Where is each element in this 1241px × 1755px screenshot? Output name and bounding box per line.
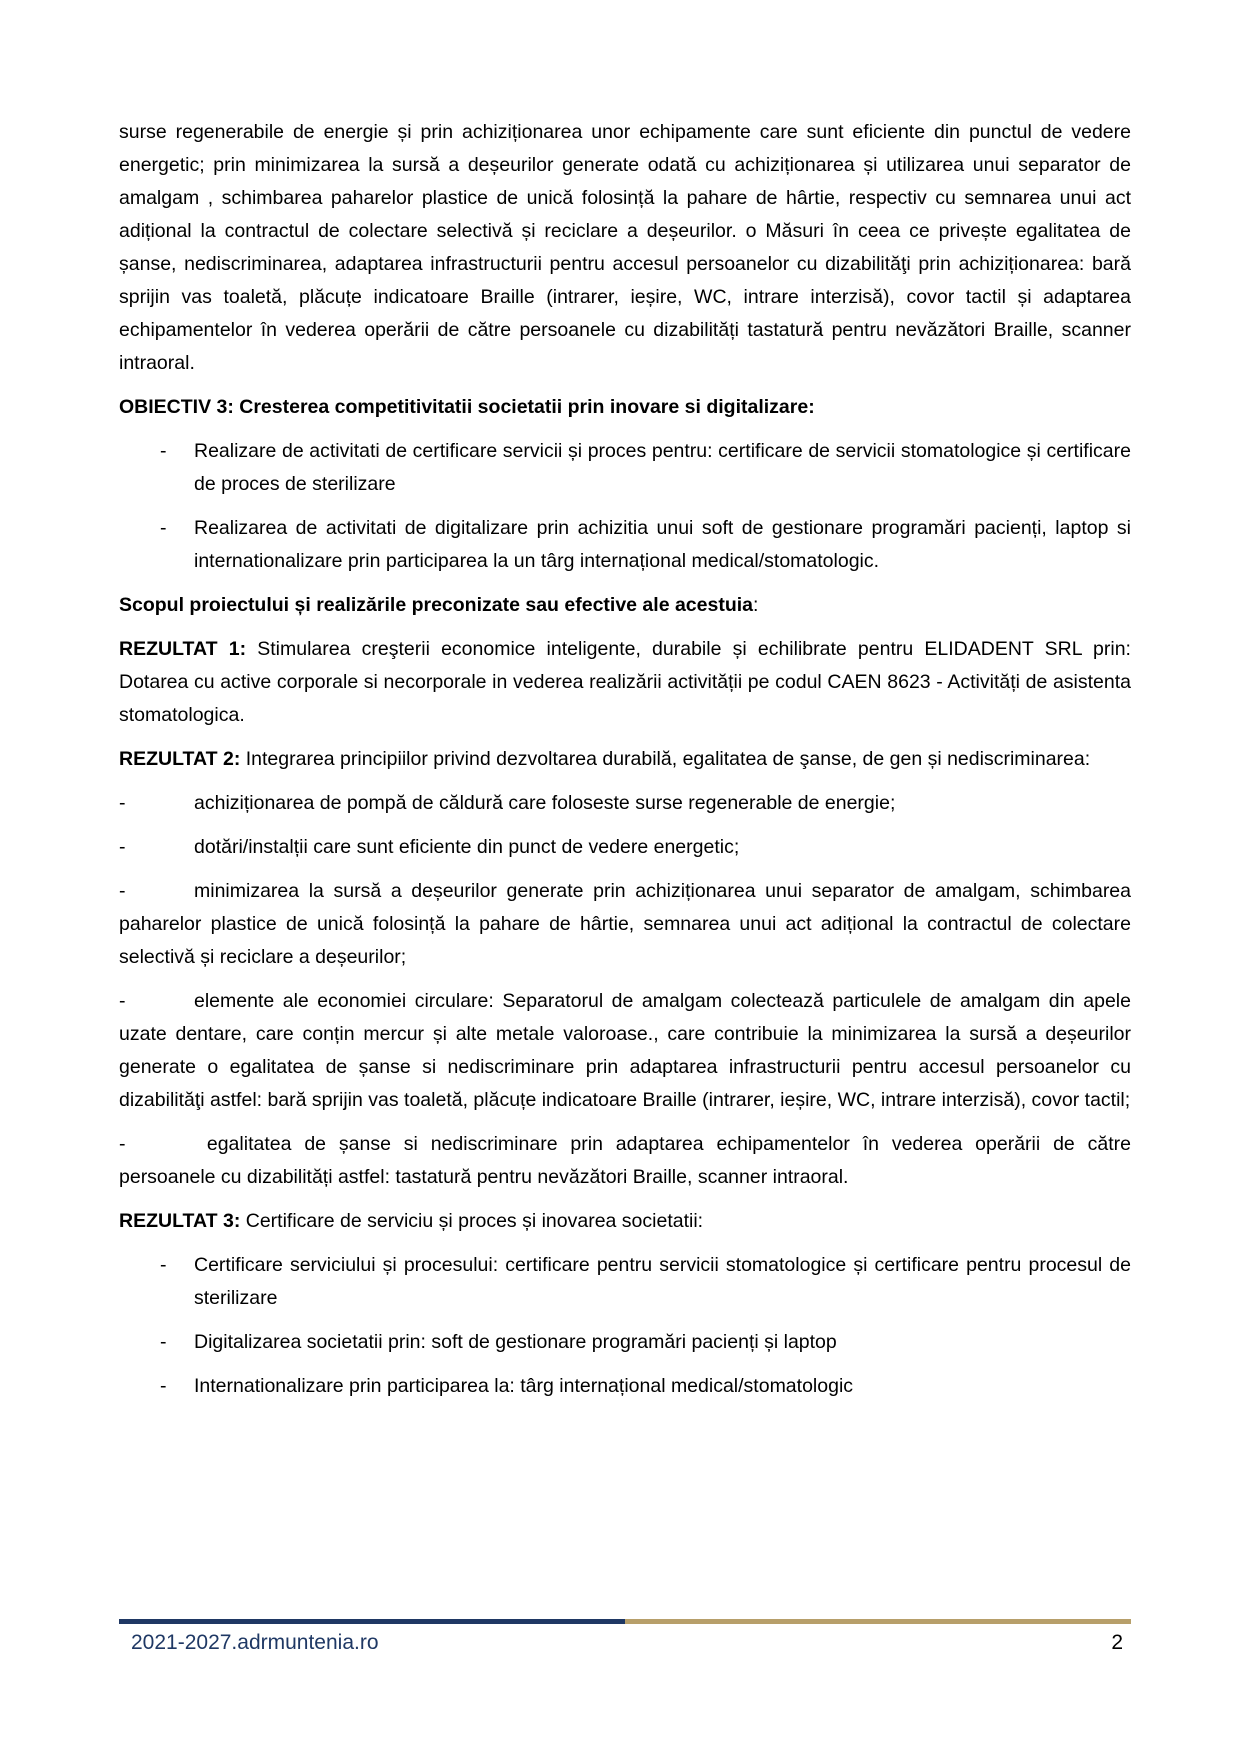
bullet-dash: - xyxy=(160,440,167,462)
result-1-text: Stimularea creşterii economice inteligente, durabile și echilibrate pentru ELIDADENT SRL prin: Dotarea cu active corporale si necorporale in vederea realizării activității pe codul CAEN 8623 - Activități de asistenta stomatologica. xyxy=(119,638,1131,726)
result-3-paragraph xyxy=(119,1205,1131,1238)
result-2-paragraph xyxy=(119,743,1131,776)
list-item xyxy=(119,1249,1131,1315)
list-item-text: achiziționarea de pompă de căldură care foloseste surse regenerable de energie; xyxy=(194,792,896,814)
list-item xyxy=(119,787,1131,820)
scope-heading-text: Scopul proiectului și realizările preconizate sau efective ale acestuia xyxy=(119,594,754,616)
intro-paragraph: surse regenerabile de energie și prin achiziționarea unor echipamente care sunt eficiente din punctul de vedere energetic; prin minimizarea la sursă a deșeurilor generate odată cu achiziționarea și utilizarea unui separator de amalgam , schimbarea paharelor plastice de unică folosință la pahare de hârtie, respectiv cu semnarea unui act adițional la contractul de colectare selectivă și reciclare a deșeurilor. o Măsuri în ceea ce privește egalitatea de șanse, nediscriminarea, adaptarea infrastructurii pentru accesul persoanelor cu dizabilităţi prin achiziționarea: bară sprijin vas toaletă, plăcuțe indicatoare Braille (intrarer, ieșire, WC, intrare interzisă), covor tactil și adaptarea echipamentelor în vederea operării de către persoanele cu dizabilități tastatură pentru nevăzători Braille, scanner intraoral. xyxy=(119,121,1131,374)
list-item-text: Internationalizare prin participarea la: târg internațional medical/stomatologic xyxy=(194,1375,854,1397)
list-item-text: minimizarea la sursă a deșeurilor generate prin achiziționarea unui separator de amalgam, schimbarea paharelor plastice de unică folosință la pahare de hârtie, semnarea unui act adițional la contractul de colectare selectivă și reciclare a deșeurilor; xyxy=(119,880,1131,968)
bullet-dash: - xyxy=(119,792,126,814)
result-1-paragraph xyxy=(119,633,1131,732)
list-item-text: dotări/instalții care sunt eficiente din punct de vedere energetic; xyxy=(194,836,740,858)
bullet-dash: - xyxy=(119,990,126,1012)
list-item-text: elemente ale economiei circulare: Separatorul de amalgam colectează particulele de amalgam din apele uzate dentare, care conțin mercur și alte metale valoroase., care contribuie la minimizarea la sursă a deșeurilor generate o egalitatea de șanse si nediscriminare prin adaptarea infrastructurii pentru accesul persoanelor cu dizabilităţi astfel: bară sprijin vas toaletă, plăcuțe indicatoare Braille (intrarer, ieșire, WC, intrare interzisă), covor tactil; xyxy=(119,990,1131,1111)
list-item-text: Certificare serviciului și procesului: certificare pentru servicii stomatologice și certificare pentru procesul de sterilizare xyxy=(194,1254,1131,1309)
footer-divider-navy xyxy=(119,1619,625,1624)
footer-website-link[interactable]: 2021-2027.adrmuntenia.ro xyxy=(131,1631,379,1654)
list-item xyxy=(119,1128,1131,1194)
bullet-dash: - xyxy=(160,1331,167,1353)
bullet-dash: - xyxy=(119,1133,126,1155)
page-number: 2 xyxy=(1111,1631,1123,1654)
page-body xyxy=(119,116,1131,1414)
result-2-label: REZULTAT 2: xyxy=(119,748,241,770)
list-item xyxy=(119,512,1131,578)
bullet-dash: - xyxy=(160,1375,167,1397)
result-3-text: Certificare de serviciu și proces și inovarea societatii: xyxy=(240,1210,704,1232)
objective-3-heading: OBIECTIV 3: Cresterea competitivitatii societatii prin inovare si digitalizare: xyxy=(119,396,815,418)
list-item-text: egalitatea de șanse si nediscriminare prin adaptarea echipamentelor în vederea operării de către persoanele cu dizabilități astfel: tastatură pentru nevăzători Braille, scanner intraoral. xyxy=(119,1133,1131,1188)
result-2-text: Integrarea principiilor privind dezvoltarea durabilă, egalitatea de şanse, de gen și nediscriminarea: xyxy=(240,748,1091,770)
scope-heading-colon: : xyxy=(753,594,759,616)
list-item xyxy=(119,985,1131,1117)
list-item xyxy=(119,831,1131,864)
scope-heading xyxy=(119,589,1131,622)
result-1-label: REZULTAT 1: xyxy=(119,638,247,660)
list-item-text: Realizare de activitati de certificare servicii și proces pentru: certificare de servicii stomatologice și certificare de proces de sterilizare xyxy=(194,440,1131,495)
list-item-text: Digitalizarea societatii prin: soft de gestionare programări pacienți și laptop xyxy=(194,1331,837,1353)
bullet-dash: - xyxy=(160,517,167,539)
result-3-label: REZULTAT 3: xyxy=(119,1210,241,1232)
bullet-dash: - xyxy=(160,1254,167,1276)
footer-divider-gold xyxy=(625,1619,1131,1624)
list-item xyxy=(119,875,1131,974)
footer-divider xyxy=(119,1619,1131,1624)
list-item-text: Realizarea de activitati de digitalizare prin achizitia unui soft de gestionare programări pacienți, laptop si internationalizare prin participarea la un târg internațional medical/stomatologic. xyxy=(194,517,1131,572)
list-item xyxy=(119,1370,1131,1403)
list-item xyxy=(119,1326,1131,1359)
list-item xyxy=(119,435,1131,501)
bullet-dash: - xyxy=(119,836,126,858)
bullet-dash: - xyxy=(119,880,126,902)
